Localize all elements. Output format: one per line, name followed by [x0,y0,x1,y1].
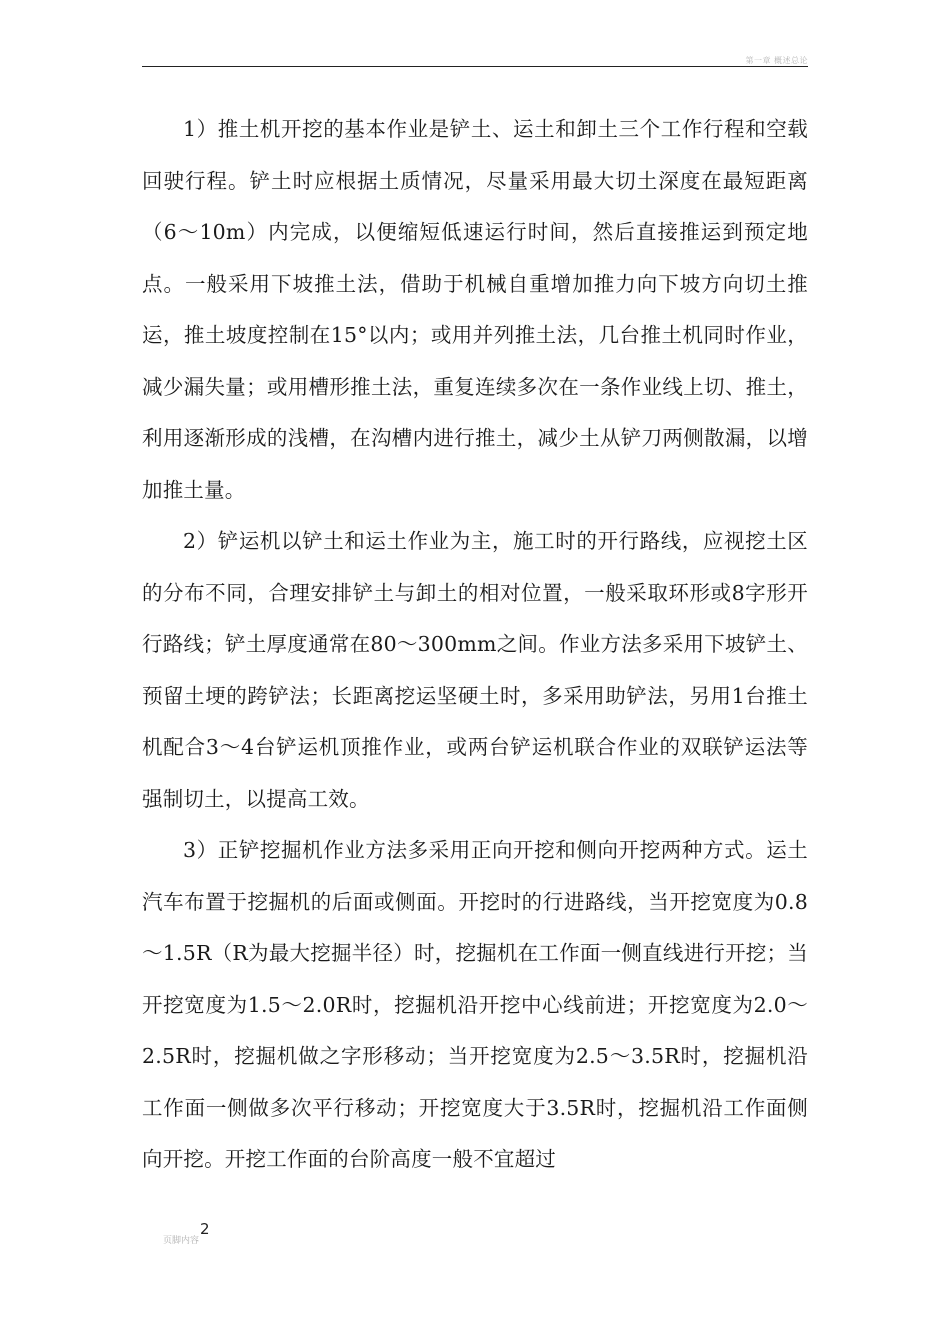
paragraph-excavator: 3）正铲挖掘机作业方法多采用正向开挖和侧向开挖两种方式。运土汽车布置于挖掘机的后面或侧面。开挖时的行进路线，当开挖宽度为0.8～1.5R（R为最大挖掘半径）时，挖掘机在工作面一侧直线进行开挖；当开挖宽度为1.5～2.0R时，挖掘机沿开挖中心线前进；开挖宽度为2.0～2.5R时，挖掘机做之字形移动；当开挖宽度为2.5～3.5R时，挖掘机沿工作面一侧做多次平行移动；开挖宽度大于3.5R时，挖掘机沿工作面侧向开挖。开挖工作面的台阶高度一般不宜超过 [142,838,808,1171]
page-number: 2 [200,1220,210,1238]
page-footer [163,1220,210,1247]
paragraph-bulldozer: 1）推土机开挖的基本作业是铲土、运土和卸土三个工作行程和空载回驶行程。铲土时应根据土质情况，尽量采用最大切土深度在最短距离（6～10m）内完成，以便缩短低速运行时间，然后直接推运到预定地点。一般采用下坡推土法，借助于机械自重增加推力向下坡方向切土推运，推土坡度控制在15°以内；或用并列推土法，几台推土机同时作业，减少漏失量；或用槽形推土法，重复连续多次在一条作业线上切、推土，利用逐渐形成的浅槽，在沟槽内进行推土，减少土从铲刀两侧散漏，以增加推土量。 [142,117,808,502]
footer-label: 页脚内容 [163,1236,200,1246]
page-header-text: 第一章 概述总论 [745,56,808,65]
header-rule [142,66,808,67]
paragraph-scraper: 2）铲运机以铲土和运土作业为主，施工时的开行路线，应视挖土区的分布不同，合理安排铲土与卸土的相对位置，一般采取环形或8字形开行路线；铲土厚度通常在80～300mm之间。作业方法多采用下坡铲土、预留土埂的跨铲法；长距离挖运坚硬土时，多采用助铲法，另用1台推土机配合3～4台铲运机顶推作业，或两台铲运机联合作业的双联铲运法等强制切土，以提高工效。 [142,529,808,811]
document-body [142,104,808,1186]
